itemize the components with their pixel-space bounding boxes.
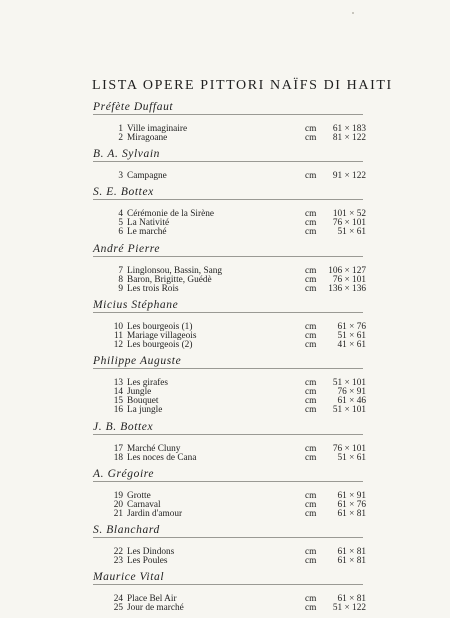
unit-label: cm	[305, 218, 317, 229]
unit-label: cm	[305, 452, 317, 463]
artist-name: B. A. Sylvain	[93, 148, 363, 162]
work-title: Bouquet	[127, 396, 159, 407]
work-dimensions: 61 × 81	[337, 546, 366, 557]
work-dimensions: 61 × 76	[337, 321, 366, 332]
work-title: La jungle	[127, 405, 163, 416]
unit-label: cm	[305, 405, 317, 416]
work-number: 11	[114, 330, 123, 341]
work-dimensions: 76 × 91	[337, 387, 366, 398]
artist-section	[93, 101, 366, 148]
artist-name: J. B. Bottex	[93, 421, 363, 435]
unit-label: cm	[305, 603, 317, 614]
artist-name: A. Grégoire	[93, 468, 363, 482]
work-number: 8	[118, 274, 123, 285]
work-dimensions: 61 × 91	[337, 490, 366, 501]
works-list	[93, 115, 366, 148]
work-dimensions: 61 × 81	[337, 594, 366, 605]
work-dimensions: 61 × 81	[337, 556, 366, 567]
work-title: Les trois Rois	[127, 283, 179, 294]
work-row	[93, 171, 366, 182]
unit-label: cm	[305, 227, 317, 238]
paper-speck	[352, 12, 354, 14]
unit-label: cm	[305, 443, 317, 454]
work-dimensions: 76 × 101	[332, 443, 366, 454]
work-number: 3	[118, 171, 123, 182]
unit-label: cm	[305, 546, 317, 557]
work-dimensions: 51 × 101	[332, 378, 366, 389]
artist-list	[93, 101, 366, 618]
unit-label: cm	[305, 321, 317, 332]
works-list	[93, 369, 366, 420]
work-number: 22	[113, 546, 123, 557]
works-list	[93, 482, 366, 524]
artist-name: Maurice Vital	[93, 571, 363, 585]
work-number: 9	[118, 283, 123, 294]
artist-section	[93, 467, 366, 524]
work-title: Carnaval	[127, 499, 161, 510]
work-dimensions: 61 × 76	[337, 499, 366, 510]
work-title: Grotte	[127, 490, 151, 501]
works-list	[93, 162, 366, 186]
artist-section	[93, 148, 366, 186]
work-title: Miragoane	[127, 133, 168, 144]
artist-section	[93, 242, 366, 299]
work-row	[93, 603, 366, 614]
work-row	[93, 452, 366, 463]
artist-section	[93, 523, 366, 571]
unit-label: cm	[305, 340, 317, 351]
unit-label: cm	[305, 283, 317, 294]
artist-name: S. Blanchard	[93, 524, 363, 538]
work-row	[93, 556, 366, 567]
work-number: 15	[113, 396, 123, 407]
artist-name: Philippe Auguste	[93, 355, 363, 369]
work-title: Baron, Brigitte, Guédè	[127, 274, 212, 285]
work-title: Mariage villageois	[127, 330, 197, 341]
work-dimensions: 106 × 127	[328, 265, 366, 276]
works-list	[93, 257, 366, 299]
artist-section	[93, 355, 366, 420]
work-dimensions: 76 × 101	[332, 218, 366, 229]
work-row	[93, 283, 366, 294]
work-row	[93, 227, 366, 238]
work-number: 24	[113, 594, 123, 605]
work-title: Ville imaginaire	[127, 124, 188, 134]
work-dimensions: 51 × 101	[332, 405, 366, 416]
unit-label: cm	[305, 499, 317, 510]
unit-label: cm	[305, 387, 317, 398]
work-number: 10	[113, 321, 123, 332]
unit-label: cm	[305, 330, 317, 341]
work-row	[93, 405, 366, 416]
artist-name: S. E. Bottex	[93, 186, 363, 200]
artist-section	[93, 420, 366, 468]
work-number: 2	[118, 133, 123, 144]
work-number: 17	[113, 443, 123, 454]
work-number: 6	[118, 227, 123, 238]
work-dimensions: 51 × 122	[332, 603, 366, 614]
work-title: Marché Cluny	[127, 443, 181, 454]
unit-label: cm	[305, 508, 317, 519]
unit-label: cm	[305, 396, 317, 407]
work-title: La Nativité	[127, 218, 170, 229]
works-list	[93, 435, 366, 468]
work-title: Les noces de Cana	[127, 452, 197, 463]
work-number: 7	[118, 265, 123, 276]
work-title: Campagne	[127, 171, 167, 182]
work-title: Jardin d'amour	[127, 508, 183, 519]
work-dimensions: 81 × 122	[332, 133, 366, 144]
unit-label: cm	[305, 274, 317, 285]
work-number: 5	[118, 218, 123, 229]
work-dimensions: 61 × 183	[332, 124, 366, 134]
artist-name: Préfète Duffaut	[93, 101, 363, 115]
work-number: 23	[113, 556, 123, 567]
work-title: Cérémonie de la Sirène	[127, 209, 214, 220]
works-list	[93, 538, 366, 571]
work-dimensions: 51 × 61	[337, 330, 366, 341]
work-dimensions: 61 × 81	[337, 508, 366, 519]
unit-label: cm	[305, 171, 317, 182]
works-list	[93, 200, 366, 242]
work-number: 4	[118, 209, 123, 220]
work-dimensions: 136 × 136	[328, 283, 366, 294]
work-number: 18	[113, 452, 123, 463]
work-title: Place Bel Air	[127, 594, 177, 605]
unit-label: cm	[305, 265, 317, 276]
work-number: 12	[113, 340, 123, 351]
work-title: Les Dindons	[127, 546, 175, 557]
work-dimensions: 51 × 61	[337, 452, 366, 463]
work-title: Linglonsou, Bassin, Sang	[127, 265, 223, 276]
work-number: 19	[113, 490, 123, 501]
work-title: Le marché	[127, 227, 167, 238]
work-title: Jour de marché	[127, 603, 184, 614]
page-title: LISTA OPERE PITTORI NAÏFS DI HAITI	[92, 78, 393, 93]
work-dimensions: 101 × 52	[332, 209, 366, 220]
unit-label: cm	[305, 378, 317, 389]
work-dimensions: 61 × 46	[337, 396, 366, 407]
unit-label: cm	[305, 124, 317, 134]
unit-label: cm	[305, 209, 317, 220]
work-number: 16	[113, 405, 123, 416]
work-number: 20	[113, 499, 123, 510]
work-dimensions: 91 × 122	[332, 171, 366, 182]
artist-section	[93, 571, 366, 618]
work-number: 25	[113, 603, 123, 614]
work-dimensions: 76 × 101	[332, 274, 366, 285]
work-number: 21	[113, 508, 123, 519]
work-title: Les Poules	[127, 556, 168, 567]
work-dimensions: 41 × 61	[337, 340, 366, 351]
unit-label: cm	[305, 594, 317, 605]
artist-section	[93, 298, 366, 355]
unit-label: cm	[305, 556, 317, 567]
work-title: Les girafes	[127, 378, 169, 389]
work-row	[93, 508, 366, 519]
artist-name: André Pierre	[93, 243, 363, 257]
work-row	[93, 133, 366, 144]
work-row	[93, 340, 366, 351]
unit-label: cm	[305, 133, 317, 144]
work-number: 1	[118, 124, 123, 134]
artist-name: Micius Stéphane	[93, 299, 363, 313]
work-dimensions: 51 × 61	[337, 227, 366, 238]
works-list	[93, 585, 366, 618]
work-title: Jungle	[127, 387, 152, 398]
work-number: 13	[113, 378, 123, 389]
works-list	[93, 313, 366, 355]
unit-label: cm	[305, 490, 317, 501]
work-number: 14	[113, 387, 123, 398]
work-title: Les bourgeois (2)	[127, 340, 193, 351]
artist-section	[93, 186, 366, 242]
work-title: Les bourgeois (1)	[127, 321, 193, 332]
